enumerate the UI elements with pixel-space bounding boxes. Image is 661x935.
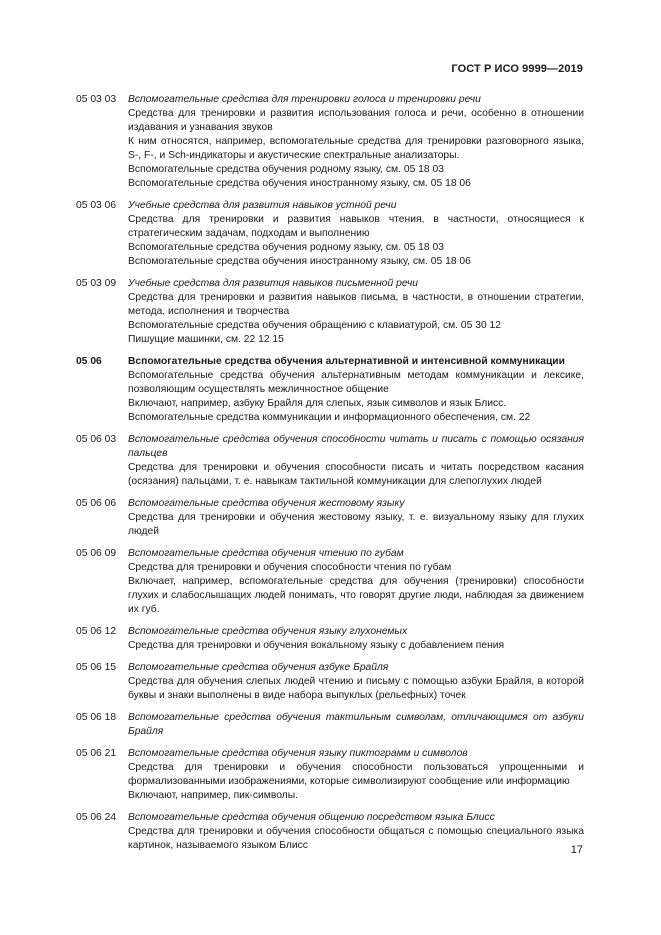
- classification-entry: [76, 661, 584, 703]
- entry-description: Включают, например, пик-символы.: [128, 790, 298, 801]
- entry-title: Вспомогательные средства обучения языку глухонемых: [128, 626, 408, 637]
- entry-description: Средства для тренировки и обучения жестовому языку, т. е. визуальному языку для глухих людей: [128, 512, 584, 537]
- entry-description: Вспомогательные средства обучения родному языку, см. 05 18 03: [128, 164, 444, 175]
- classification-entry: [76, 711, 584, 739]
- entry-code: 05 06: [76, 356, 102, 367]
- entry-description: Включает, например, вспомогательные средства для обучения (тренировки) способности глухих и слабослышащих людей понимать, что говорят другие люди, наблюдая за движением их губ.: [128, 576, 584, 615]
- entry-description: Средства для тренировки и обучения способности писать и читать посредством касания (осязания) пальцами, т. е. навыкам тактильной коммуникации для слепоглухих людей: [128, 462, 584, 487]
- entry-description: Средства для тренировки и развития использования голоса и речи, особенно в отношении издавания и узнавания звуков: [128, 108, 584, 133]
- entry-title: Вспомогательные средства обучения азбуке Брайля: [128, 662, 389, 673]
- entry-body: [128, 433, 584, 489]
- entry-description: Средства для тренировки и развития навыков чтения, в частности, относящиеся к стратегическим задачам, подходам и выполнению: [128, 214, 584, 239]
- entry-description: Средства для тренировки и развития навыков письма, в частности, в отношении стратегии, метода, исполнения и творчества: [128, 292, 584, 317]
- entry-title: Вспомогательные средства обучения языку пиктограмм и символов: [128, 748, 468, 759]
- entry-description: Средства для обучения слепых людей чтению и письму с помощью азбуки Брайля, в которой буквы и знаки выполнены в виде набора выпуклых (рельефных) точек: [128, 676, 584, 701]
- classification-entry: [76, 625, 584, 653]
- entry-description: Средства для тренировки и обучения вокальному языку с добавлением пения: [128, 640, 505, 651]
- entry-code: 05 06 21: [76, 748, 117, 759]
- classification-entry: [76, 93, 584, 191]
- entry-title: Вспомогательные средства обучения чтению по губам: [128, 548, 404, 559]
- entry-description: Средства для тренировки и обучения способности общаться с помощью специального языка картинок, называемого языком Блисс: [128, 826, 584, 851]
- entry-code: 05 06 03: [76, 434, 117, 445]
- classification-entry: [76, 747, 584, 803]
- entry-title: Вспомогательные средства обучения способности читать и писать с помощью осязания пальцев: [128, 434, 584, 459]
- entry-title: Вспомогательные средства обучения альтернативной и интенсивной коммуникации: [128, 356, 565, 367]
- entry-code: 05 03 06: [76, 200, 117, 211]
- entry-description: Включают, например, азбуку Брайля для слепых, язык символов и язык Блисс.: [128, 398, 507, 409]
- entry-title: Учебные средства для развития навыков устной речи: [128, 200, 397, 211]
- document-content: [76, 93, 584, 861]
- entry-body: [128, 497, 584, 539]
- entry-body: [128, 811, 584, 853]
- classification-entry: [76, 811, 584, 853]
- entry-code: 05 06 06: [76, 498, 117, 509]
- entry-code: 05 06 12: [76, 626, 117, 637]
- entry-body: [128, 277, 584, 347]
- entry-body: [128, 199, 584, 269]
- entry-body: [128, 711, 584, 739]
- entry-title: Вспомогательные средства обучения жестовому языку: [128, 498, 405, 509]
- entry-description: Пишущие машинки, см. 22 12 15: [128, 334, 284, 345]
- classification-entry: [76, 433, 584, 489]
- entry-description: Вспомогательные средства обучения иностранному языку, см. 05 18 06: [128, 256, 471, 267]
- entry-description: Средства для тренировки и обучения способности чтения по губам: [128, 562, 452, 573]
- entry-title: Учебные средства для развития навыков письменной речи: [128, 278, 419, 289]
- entry-description: Вспомогательные средства обучения иностранному языку, см. 05 18 06: [128, 178, 471, 189]
- entry-body: [128, 355, 584, 425]
- entry-code: 05 03 03: [76, 94, 117, 105]
- page-number: 17: [570, 844, 583, 856]
- entry-body: [128, 625, 584, 653]
- classification-entry: [76, 355, 584, 425]
- entry-code: 05 03 09: [76, 278, 117, 289]
- entry-title: Вспомогательные средства для тренировки голоса и тренировки речи: [128, 94, 481, 105]
- entry-description: Вспомогательные средства обучения альтернативным методам коммуникации и лексике, позволяющим осуществлять межличностное общение: [128, 370, 584, 395]
- classification-entry: [76, 199, 584, 269]
- entry-body: [128, 93, 584, 191]
- entry-description: Вспомогательные средства коммуникации и информационного обеспечения, см. 22: [128, 412, 531, 423]
- entry-code: 05 06 24: [76, 812, 117, 823]
- entry-code: 05 06 09: [76, 548, 117, 559]
- classification-entry: [76, 497, 584, 539]
- entry-code: 05 06 18: [76, 712, 117, 723]
- entry-description: Вспомогательные средства обучения родному языку, см. 05 18 03: [128, 242, 444, 253]
- entry-code: 05 06 15: [76, 662, 117, 673]
- entry-body: [128, 747, 584, 803]
- entry-body: [128, 547, 584, 617]
- classification-entry: [76, 277, 584, 347]
- entry-title: Вспомогательные средства обучения тактильным символам, отличающимся от азбуки Брайля: [128, 712, 584, 737]
- page-header: ГОСТ Р ИСО 9999—2019: [451, 63, 583, 75]
- entry-description: Средства для тренировки и обучения способности пользоваться упрощенными и формализованными изображениями, которые символизируют сообщение или информацию: [128, 762, 584, 787]
- classification-entry: [76, 547, 584, 617]
- entry-description: К ним относятся, например, вспомогательные средства для тренировки разговорного языка, S-, F-, и Sch-индикаторы и акустические спектральные анализаторы.: [128, 136, 584, 161]
- entry-description: Вспомогательные средства обучения обращению с клавиатурой, см. 05 30 12: [128, 320, 501, 331]
- entry-body: [128, 661, 584, 703]
- entry-title: Вспомогательные средства обучения общению посредством языка Блисс: [128, 812, 495, 823]
